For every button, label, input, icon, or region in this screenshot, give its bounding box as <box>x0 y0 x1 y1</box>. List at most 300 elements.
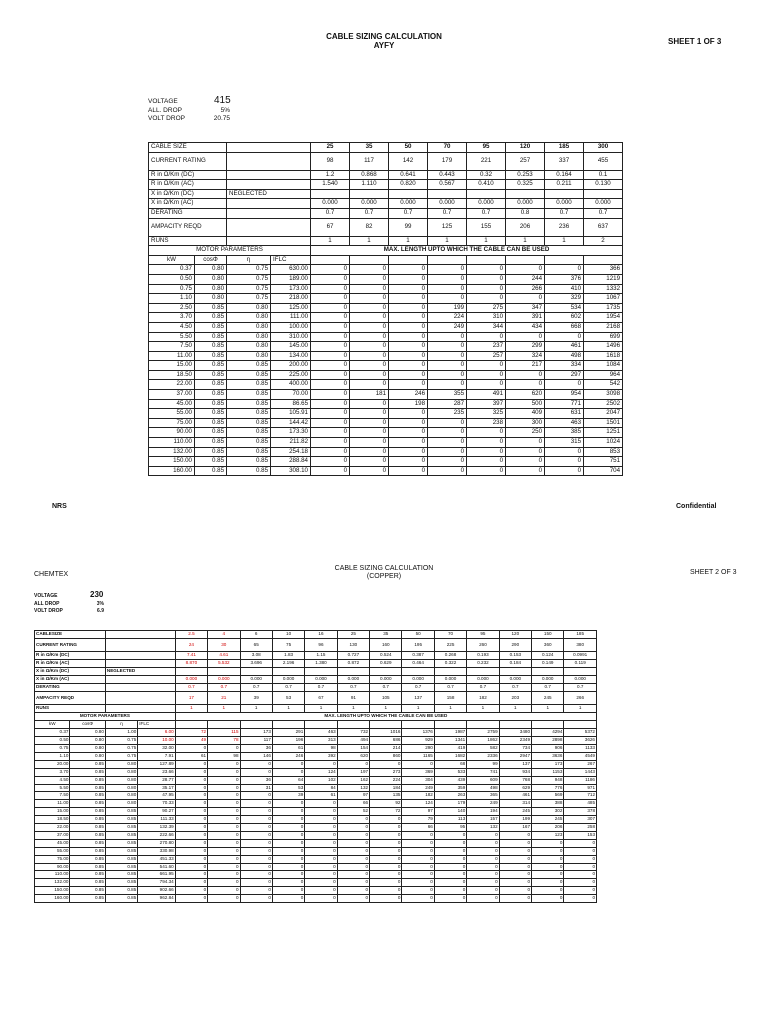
table-cell: 0.85 <box>70 824 105 832</box>
table-cell: 391 <box>506 313 545 323</box>
x-dc-value <box>564 668 597 676</box>
r-dc-value: 0.153 <box>499 652 531 660</box>
runs-value: 1 <box>434 705 466 713</box>
table-cell: 0 <box>337 863 369 871</box>
current-rating-row <box>35 638 597 652</box>
derating-value: 0.7 <box>532 684 564 692</box>
current-rating-value: 117 <box>350 152 389 170</box>
table-cell: 0 <box>428 370 467 380</box>
table-cell: 0 <box>350 322 389 332</box>
table-cell: 0 <box>467 457 506 467</box>
blank-header <box>564 721 597 729</box>
table-cell: 629 <box>499 784 531 792</box>
runs-value: 1 <box>564 705 597 713</box>
table-row <box>149 390 623 400</box>
iflc-header: IFLC <box>271 255 311 265</box>
table-cell: 369 <box>402 768 434 776</box>
table-cell: 0.75 <box>227 284 271 294</box>
table-cell: 102 <box>305 776 337 784</box>
table-cell: 0.85 <box>195 418 227 428</box>
derating-value: 0.7 <box>434 684 466 692</box>
table-cell: 461 <box>545 342 584 352</box>
r-ac-value: 0.410 <box>467 180 506 190</box>
table-cell: 18.50 <box>149 370 195 380</box>
x-ac-value: 0.000 <box>532 676 564 684</box>
r-dc-value: 4.61 <box>208 652 240 660</box>
table-cell: 291 <box>272 729 304 737</box>
table-cell: 0 <box>311 303 350 313</box>
table-cell: 146 <box>240 752 272 760</box>
table-cell: 0 <box>240 768 272 776</box>
table-cell: 330.98 <box>138 847 175 855</box>
table-cell: 100.00 <box>271 322 311 332</box>
derating-value: 0.7 <box>467 684 499 692</box>
table-cell: 0.85 <box>70 871 105 879</box>
derating-row <box>149 208 623 218</box>
table-cell: 0 <box>208 784 240 792</box>
table-cell: 0 <box>389 438 428 448</box>
table-cell: 153 <box>564 831 597 839</box>
sheet2-subtitle: (COPPER) <box>366 573 402 580</box>
table-cell: 0.85 <box>105 879 137 887</box>
table-cell: 668 <box>545 322 584 332</box>
ampacity-value: 137 <box>402 691 434 705</box>
cable-size-value: 70 <box>434 631 466 639</box>
current-rating-label: CURRENT RATING <box>35 638 106 652</box>
table-cell: 0.85 <box>70 776 105 784</box>
r-dc-value: 0.443 <box>428 170 467 180</box>
x-dc-row <box>35 668 597 676</box>
r-dc-value: 0.0991 <box>564 652 597 660</box>
table-cell: 0 <box>389 342 428 352</box>
table-cell: 0 <box>428 342 467 352</box>
table-cell: 0 <box>337 895 369 903</box>
table-cell: 439 <box>434 776 466 784</box>
table-cell: 0 <box>428 284 467 294</box>
table-row <box>149 418 623 428</box>
table-cell: 0 <box>434 831 466 839</box>
table-cell: 0 <box>175 816 207 824</box>
table-cell: 0 <box>467 871 499 879</box>
r-ac-extra <box>105 660 175 668</box>
table-cell: 47.95 <box>138 792 175 800</box>
table-cell: 0.85 <box>195 351 227 361</box>
x-dc-value <box>337 668 369 676</box>
r-dc-value: 0.641 <box>389 170 428 180</box>
table-cell: 0 <box>564 847 597 855</box>
table-cell: 0 <box>208 847 240 855</box>
table-row <box>35 855 597 863</box>
x-dc-value <box>434 668 466 676</box>
table-cell: 11.00 <box>149 351 195 361</box>
table-cell: 70.33 <box>138 800 175 808</box>
table-cell: 0 <box>305 887 337 895</box>
table-cell: 124 <box>402 800 434 808</box>
table-cell: 0.85 <box>195 380 227 390</box>
voltdrop-label: VOLT DROP <box>148 115 185 122</box>
cable-size-value: 120 <box>506 143 545 153</box>
table-row <box>35 824 597 832</box>
table-cell: 0 <box>175 792 207 800</box>
table-cell: 355 <box>428 390 467 400</box>
table-cell: 1.10 <box>35 752 70 760</box>
table-cell: 0 <box>175 887 207 895</box>
blank-header <box>434 721 466 729</box>
table-cell: 0 <box>499 879 531 887</box>
table-cell: 0 <box>208 863 240 871</box>
table-cell: 75.00 <box>149 418 195 428</box>
ampacity-value: 67 <box>305 691 337 705</box>
table-cell: 620 <box>506 390 545 400</box>
table-cell: 1251 <box>584 428 623 438</box>
runs-row <box>35 705 597 713</box>
table-cell: 0 <box>506 265 545 275</box>
table-cell: 498 <box>467 784 499 792</box>
table-cell: 125.00 <box>271 303 311 313</box>
sheet2-title: CABLE SIZING CALCULATION <box>334 565 434 572</box>
table-row <box>35 760 597 768</box>
s2-voltage-label: VOLTAGE <box>34 593 58 599</box>
table-cell: 1954 <box>584 313 623 323</box>
table-cell: 0.80 <box>227 342 271 352</box>
table-row <box>149 332 623 342</box>
table-cell: 388 <box>532 800 564 808</box>
table-cell: 287 <box>428 399 467 409</box>
table-cell: 0 <box>370 847 402 855</box>
table-cell: 132 <box>467 824 499 832</box>
r-dc-value: 0.124 <box>532 652 564 660</box>
blank-header <box>240 721 272 729</box>
r-ac-value: 1.380 <box>305 660 337 668</box>
table-cell: 275 <box>467 303 506 313</box>
table-cell: 0 <box>499 863 531 871</box>
table-cell: 55.00 <box>35 847 70 855</box>
cable-size-row <box>35 631 597 639</box>
s2-voltage-value: 230 <box>90 590 104 599</box>
ampacity-value: 39 <box>240 691 272 705</box>
x-dc-label: X in Ω/Km (DC) <box>35 668 106 676</box>
table-cell: 0 <box>305 855 337 863</box>
current-rating-row <box>149 152 623 170</box>
x-dc-value <box>467 668 499 676</box>
table-cell: 0 <box>208 824 240 832</box>
table-cell: 184 <box>370 784 402 792</box>
table-cell: 182 <box>402 792 434 800</box>
table-cell: 0 <box>272 847 304 855</box>
r-ac-value: 8.870 <box>175 660 207 668</box>
table-cell: 110.00 <box>35 871 70 879</box>
table-row <box>149 428 623 438</box>
table-cell: 0 <box>272 839 304 847</box>
table-cell: 111.00 <box>271 313 311 323</box>
current-rating-value: 30 <box>208 638 240 652</box>
table-cell: 0 <box>532 839 564 847</box>
table-cell: 84 <box>305 784 337 792</box>
table-cell: 86.65 <box>271 399 311 409</box>
table-cell: 7.50 <box>35 792 70 800</box>
table-cell: 0 <box>402 871 434 879</box>
table-cell: 0 <box>311 351 350 361</box>
voltdrop-value: 20.75 <box>213 115 230 122</box>
table-cell: 0 <box>564 879 597 887</box>
r-ac-value: 0.149 <box>532 660 564 668</box>
x-ac-value: 0.000 <box>272 676 304 684</box>
table-cell: 0 <box>208 776 240 784</box>
table-cell: 0.85 <box>105 831 137 839</box>
table-cell: 0 <box>350 351 389 361</box>
runs-value: 1 <box>506 236 545 246</box>
table-cell: 307 <box>564 816 597 824</box>
table-cell: 0 <box>428 380 467 390</box>
table-cell: 0.80 <box>227 313 271 323</box>
table-cell: 0 <box>434 895 466 903</box>
table-cell: 0 <box>402 879 434 887</box>
table-cell: 173.30 <box>271 428 311 438</box>
table-cell: 224 <box>428 313 467 323</box>
r-dc-value: 1.2 <box>311 170 350 180</box>
table-cell: 0 <box>402 760 434 768</box>
table-row <box>149 284 623 294</box>
table-row <box>35 784 597 792</box>
table-cell: 954 <box>545 390 584 400</box>
table-cell: 52 <box>337 808 369 816</box>
table-cell: 491 <box>467 390 506 400</box>
x-ac-value: 0.000 <box>208 676 240 684</box>
ampacity-value: 158 <box>434 691 466 705</box>
ampacity-value: 637 <box>584 218 623 236</box>
table-cell: 0 <box>350 313 389 323</box>
table-cell: 160.00 <box>149 466 195 476</box>
table-cell: 0.85 <box>70 863 105 871</box>
r-ac-label: R in Ω/Km (AC) <box>35 660 106 668</box>
table-cell: 0 <box>564 839 597 847</box>
current-rating-value: 455 <box>584 152 623 170</box>
table-cell: 5.50 <box>35 784 70 792</box>
table-cell: 0 <box>532 855 564 863</box>
table-cell: 732 <box>337 729 369 737</box>
ampacity-value: 245 <box>532 691 564 705</box>
table-cell: 0 <box>272 863 304 871</box>
blank-header <box>305 721 337 729</box>
table-cell: 400.00 <box>271 380 311 390</box>
x-ac-value: 0.000 <box>311 199 350 209</box>
table-cell: 79 <box>402 816 434 824</box>
table-cell: 0 <box>305 824 337 832</box>
table-cell: 36 <box>240 776 272 784</box>
table-cell: 0.85 <box>105 895 137 903</box>
table-cell: 132.39 <box>138 824 175 832</box>
runs-value: 1 <box>532 705 564 713</box>
table-cell: 0.85 <box>105 839 137 847</box>
table-cell: 224 <box>370 776 402 784</box>
table-cell: 0 <box>311 322 350 332</box>
table-row <box>149 466 623 476</box>
x-dc-value <box>311 189 350 199</box>
x-dc-label: X in Ω/Km (DC) <box>149 189 227 199</box>
table-cell: 0.80 <box>105 760 137 768</box>
table-cell: 0 <box>370 760 402 768</box>
x-ac-row <box>149 199 623 209</box>
table-row <box>149 342 623 352</box>
table-cell: 0.85 <box>70 831 105 839</box>
sheet2-cable-table <box>34 630 597 903</box>
table-cell: 0.80 <box>105 776 137 784</box>
table-cell: 23.66 <box>138 768 175 776</box>
table-cell: 1016 <box>370 729 402 737</box>
table-row <box>35 808 597 816</box>
table-cell: 0.75 <box>105 752 137 760</box>
table-row <box>149 370 623 380</box>
table-cell: 0 <box>208 895 240 903</box>
table-cell: 0 <box>175 776 207 784</box>
table-cell: 137 <box>499 760 531 768</box>
table-cell: 313 <box>305 737 337 745</box>
table-cell: 1735 <box>584 303 623 313</box>
s2-voltdrop-value: 6.9 <box>97 608 104 614</box>
table-cell: 92 <box>370 800 402 808</box>
table-cell: 0 <box>402 895 434 903</box>
derating-value: 0.7 <box>350 208 389 218</box>
table-cell: 0 <box>311 294 350 304</box>
cable-size-label: CABLESIZE <box>35 631 106 639</box>
table-cell: 0 <box>311 418 350 428</box>
table-cell: 72 <box>175 729 207 737</box>
cable-size-value: 35 <box>370 631 402 639</box>
table-cell: 0 <box>305 863 337 871</box>
table-cell: 0 <box>240 895 272 903</box>
table-cell: 0 <box>467 887 499 895</box>
table-cell: 302 <box>532 808 564 816</box>
table-cell: 97 <box>337 792 369 800</box>
table-cell: 308.10 <box>271 466 311 476</box>
table-cell: 135 <box>370 792 402 800</box>
table-cell: 409 <box>506 409 545 419</box>
table-cell: 78 <box>208 737 240 745</box>
table-cell: 154 <box>337 744 369 752</box>
table-cell: 485 <box>564 800 597 808</box>
table-cell: 0.85 <box>105 863 137 871</box>
table-cell: 0.85 <box>70 768 105 776</box>
derating-value: 0.7 <box>428 208 467 218</box>
x-ac-label: X in Ω/Km (AC) <box>35 676 106 684</box>
table-cell: 0 <box>337 887 369 895</box>
current-rating-value: 98 <box>311 152 350 170</box>
table-cell: 36 <box>240 744 272 752</box>
table-cell: 0 <box>208 744 240 752</box>
r-ac-value: 3.696 <box>240 660 272 668</box>
table-cell: 0 <box>337 839 369 847</box>
table-cell: 0 <box>208 800 240 808</box>
table-cell: 347 <box>506 303 545 313</box>
table-cell: 150.00 <box>35 887 70 895</box>
cable-size-value: 120 <box>499 631 531 639</box>
table-cell: 134.00 <box>271 351 311 361</box>
x-ac-value: 0.000 <box>564 676 597 684</box>
cable-size-value: 50 <box>402 631 434 639</box>
table-cell: 0 <box>350 303 389 313</box>
table-cell: 179 <box>434 800 466 808</box>
table-cell: 0 <box>311 284 350 294</box>
table-cell: 0 <box>350 342 389 352</box>
table-cell: 0.80 <box>105 784 137 792</box>
table-cell: 7.50 <box>149 342 195 352</box>
table-cell: 0.85 <box>70 895 105 903</box>
table-cell: 95 <box>434 824 466 832</box>
table-cell: 0 <box>467 274 506 284</box>
x-dc-value <box>370 668 402 676</box>
table-cell: 0 <box>564 855 597 863</box>
table-cell: 0.85 <box>195 361 227 371</box>
table-cell: 0 <box>350 370 389 380</box>
table-cell: 304 <box>402 776 434 784</box>
table-row <box>35 729 597 737</box>
table-cell: 2047 <box>584 409 623 419</box>
table-cell: 1332 <box>584 284 623 294</box>
table-cell: 771 <box>545 399 584 409</box>
x-dc-value <box>350 189 389 199</box>
table-row <box>149 294 623 304</box>
r-dc-extra <box>105 652 175 660</box>
x-dc-value <box>305 668 337 676</box>
table-cell: 0 <box>467 438 506 448</box>
r-ac-value: 5.532 <box>208 660 240 668</box>
table-cell: 117 <box>240 737 272 745</box>
table-cell: 0.85 <box>70 887 105 895</box>
table-cell: 0 <box>240 816 272 824</box>
table-cell: 132.00 <box>35 879 70 887</box>
r-dc-value: 0.164 <box>545 170 584 180</box>
current-rating-value: 221 <box>467 152 506 170</box>
table-row <box>149 399 623 409</box>
current-rating-value: 179 <box>428 152 467 170</box>
table-cell: 329 <box>545 294 584 304</box>
ampacity-value: 91 <box>337 691 369 705</box>
r-dc-label: R in Ω/Km (DC) <box>149 170 227 180</box>
r-dc-value: 1.15 <box>305 652 337 660</box>
table-cell: 741 <box>467 768 499 776</box>
x-dc-value <box>545 189 584 199</box>
table-cell: 145.00 <box>271 342 311 352</box>
current-rating-extra <box>105 638 175 652</box>
derating-value: 0.7 <box>272 684 304 692</box>
table-cell: 325 <box>467 409 506 419</box>
table-cell: 451.33 <box>138 855 175 863</box>
table-cell: 199 <box>499 816 531 824</box>
runs-value: 1 <box>311 236 350 246</box>
table-cell: 0 <box>532 895 564 903</box>
table-cell: 273 <box>370 768 402 776</box>
table-cell: 0 <box>389 409 428 419</box>
table-cell: 197 <box>337 768 369 776</box>
table-cell: 0.80 <box>70 729 105 737</box>
table-cell: 0 <box>311 274 350 284</box>
table-cell: 0 <box>350 380 389 390</box>
derating-value: 0.7 <box>499 684 531 692</box>
blank-header <box>389 255 428 265</box>
current-rating-value: 130 <box>337 638 369 652</box>
table-cell: 5.50 <box>149 332 195 342</box>
alldrop-label: ALL. DROP <box>148 107 182 114</box>
table-cell: 0 <box>240 871 272 879</box>
table-cell: 2.50 <box>149 303 195 313</box>
r-ac-value: 0.322 <box>434 660 466 668</box>
table-cell: 0 <box>350 294 389 304</box>
table-cell: 4.50 <box>35 776 70 784</box>
table-cell: 0 <box>337 824 369 832</box>
ampacity-value: 67 <box>311 218 350 236</box>
section-header-row <box>35 713 597 721</box>
table-cell: 434 <box>506 322 545 332</box>
